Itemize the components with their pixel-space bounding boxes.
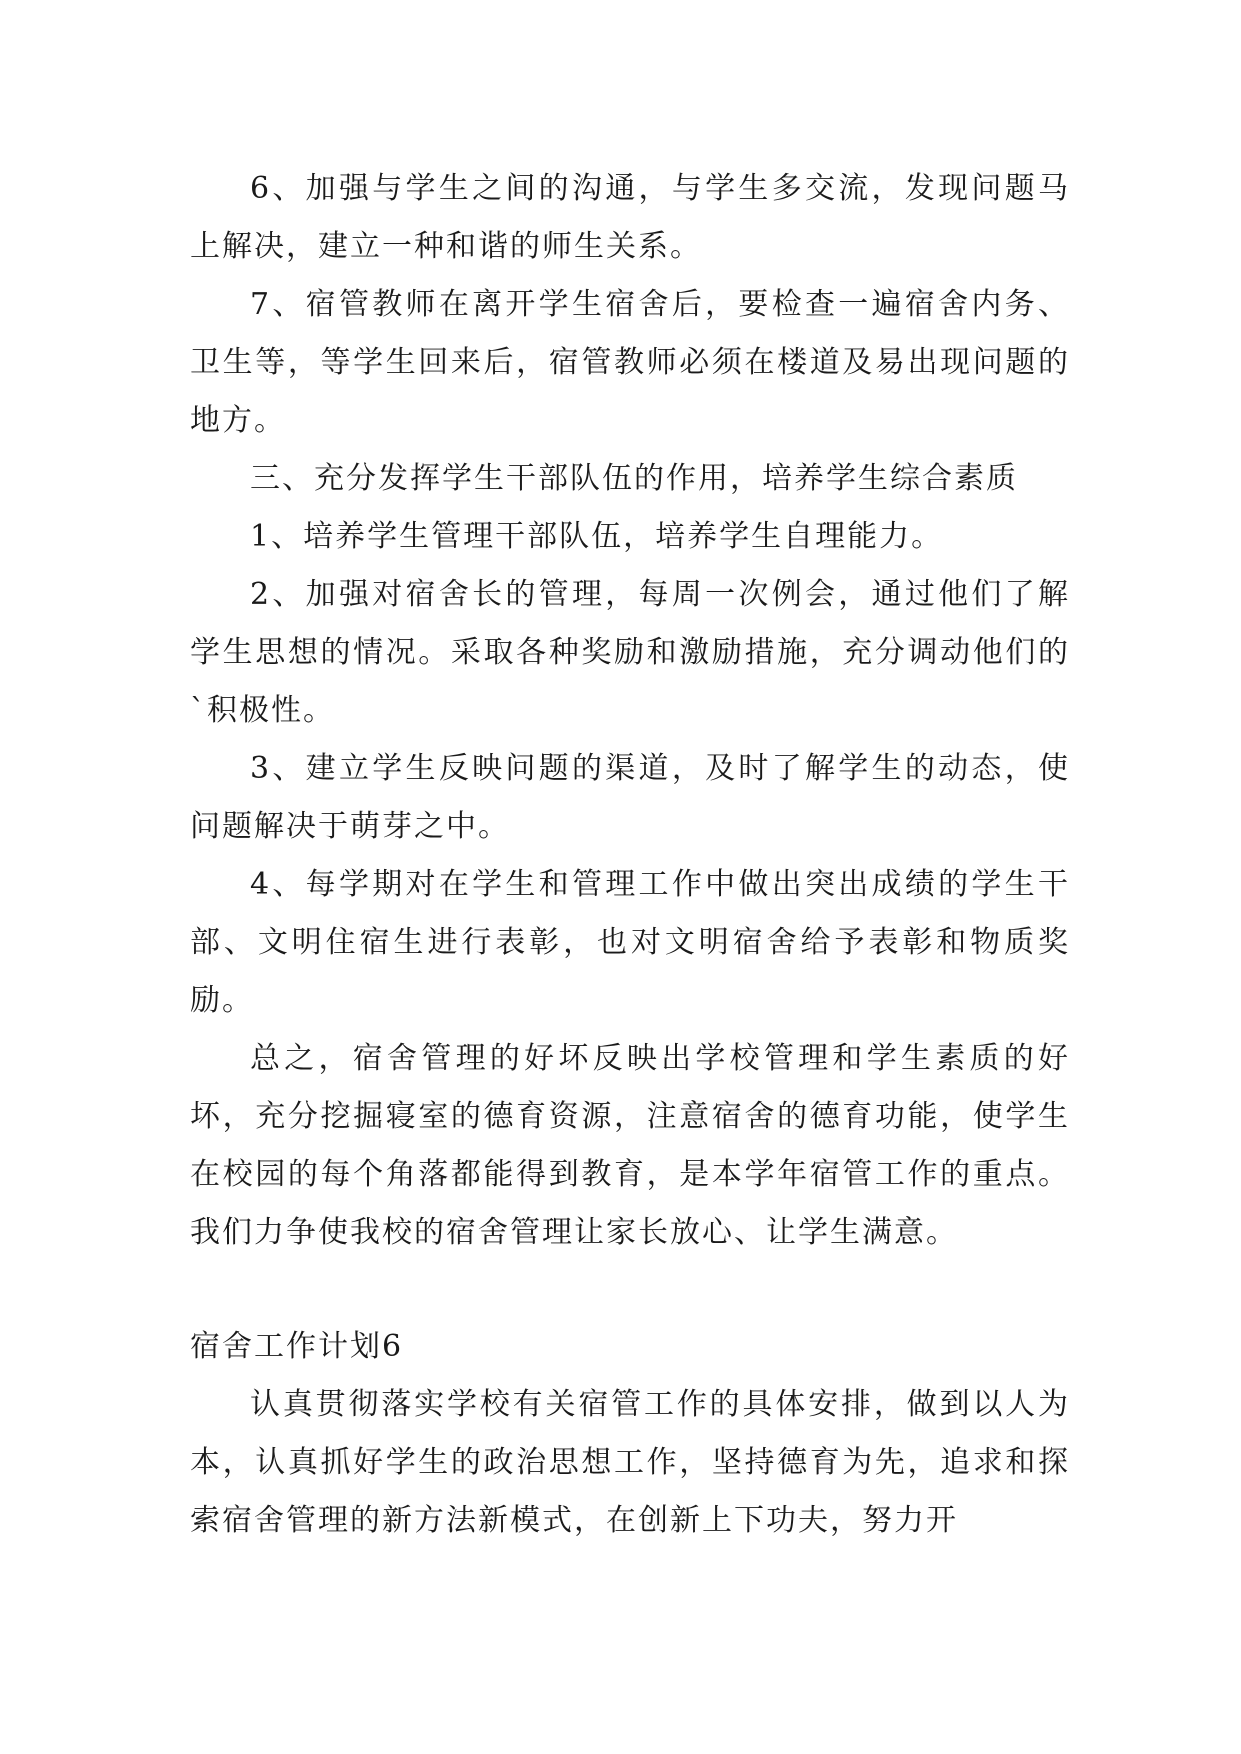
paragraph: 1、培养学生管理干部队伍，培养学生自理能力。	[250, 519, 944, 554]
section-heading: 宿舍工作计划6	[190, 1329, 404, 1364]
conclusion-paragraph: 总之，宿舍管理的好坏反映出学校管理和学生素质的好坏，充分挖掘寝室的德育资源，注意宿舍的德育功能，使学生在校园的每个角落都能得到教育，是本学年宿管工作的重点。我们力争使我校的宿舍管理让家长放心、让学生满意。	[190, 1041, 1070, 1250]
paragraph: 3、建立学生反映问题的渠道，及时了解学生的动态，使问题解决于萌芽之中。	[190, 751, 1070, 844]
paragraph: 认真贯彻落实学校有关宿管工作的具体安排，做到以人为本，认真抓好学生的政治思想工作，坚持德育为先，追求和探索宿舍管理的新方法新模式，在创新上下功夫，努力开	[190, 1387, 1070, 1538]
paragraph: 7、宿管教师在离开学生宿舍后，要检查一遍宿舍内务、卫生等，等学生回来后，宿管教师必须在楼道及易出现问题的地方。	[190, 287, 1070, 438]
section-heading-3: 三、充分发挥学生干部队伍的作用，培养学生综合素质	[250, 461, 1018, 496]
paragraph: 2、加强对宿舍长的管理，每周一次例会，通过他们了解学生思想的情况。采取各种奖励和激励措施，充分调动他们的`积极性。	[190, 577, 1070, 728]
document-body	[190, 160, 1070, 1550]
paragraph: 6、加强与学生之间的沟通，与学生多交流，发现问题马上解决，建立一种和谐的师生关系。	[190, 171, 1070, 264]
paragraph: 4、每学期对在学生和管理工作中做出突出成绩的学生干部、文明住宿生进行表彰，也对文明宿舍给予表彰和物质奖励。	[190, 867, 1070, 1018]
